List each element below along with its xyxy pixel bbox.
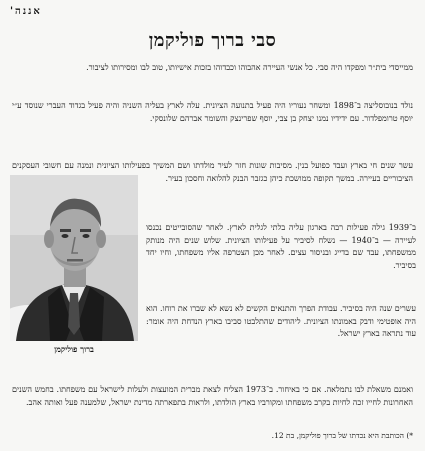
paragraph-1: ממייסדי בית״ר ומפקדו היה סבי. כל אנשי העיירה אהבוהו וכבדוהו בזכות אישיותו, טוב לבו ומסירותו לציבור. [86,63,413,72]
paragraph-3: עשר שנים חי בארץ ועבד כפועל בנין. מסיבות שונות חזר לעיר מולדתו ושם המשיך בפעילותו הציונית ונמנה עם חשובי העסקנים הציבוריים בעיירה. במשך תקופה ממושכת כיהן כגזבר הבנק להלואה וחסכון בעיר. [12,161,413,183]
paragraph-6: ואמנם משאלת לבו נתמלאה. אם כי באיחור. ב־1973 הצליח לצאת מברית המועצות ולעלות לישראל עם משפחתו. בחמש השנים האחרונות לחייו זכה לחיות בקרב משפחתו ומקורביו בארץ הולדתו, ולראות בתפארתה מדינת ישראל, שלמענה פעל ואותה אהב. [12,385,413,407]
running-head: אננה' [10,6,42,17]
paragraph-2: נולד בנובוסליצה ב־1898 ומשחר נעוריו היה פעיל בתנועה הציונית. עלה לארץ בעליה השניה והיה פעיל בגדוד העברי שנוסד ע״י יוסף טרומפלדור. עם ידידיו נמנו יצחק בן צבי, יוסף שפרינצק והשומר אברהם שלונסקי. [12,101,413,123]
portrait-photo [10,175,138,341]
paragraph-4: ב־1939 גילה פעילות רבה בארגון עליה בלתי לגלית לארץ. לאחר שהסובייטים נכנסו לעיירה — ב־1940 — נשלח לסיביר על פעילותו הציונית. שלוש שנים היה מנותק ממשפחתו, עבד שם בדייג ובניסור עצים. לאחר מכן הצטרפה אליו משפחתו, וחיו יחד בסיביר. [146,223,416,271]
photo-caption: ברוך פוליקמן [54,344,94,354]
footnote: *) הכותבת היא נכדתו של ברוך פוליקמן, בת 12. [271,431,413,440]
paragraph-5: עשרים שנה היה בסיביר. עבודת הפרך והתנאים הקשים לא נשא לא שברו את רוחו. הוא היה אופטימי ודבק באמונתו הציונית. ליהודים שהתלבטו סביבו בארץ הנדחת היה אומר: עוד נתראה בארץ ישראל. [146,304,416,339]
article-title: סבי ברוך פוליקמן [148,30,277,51]
